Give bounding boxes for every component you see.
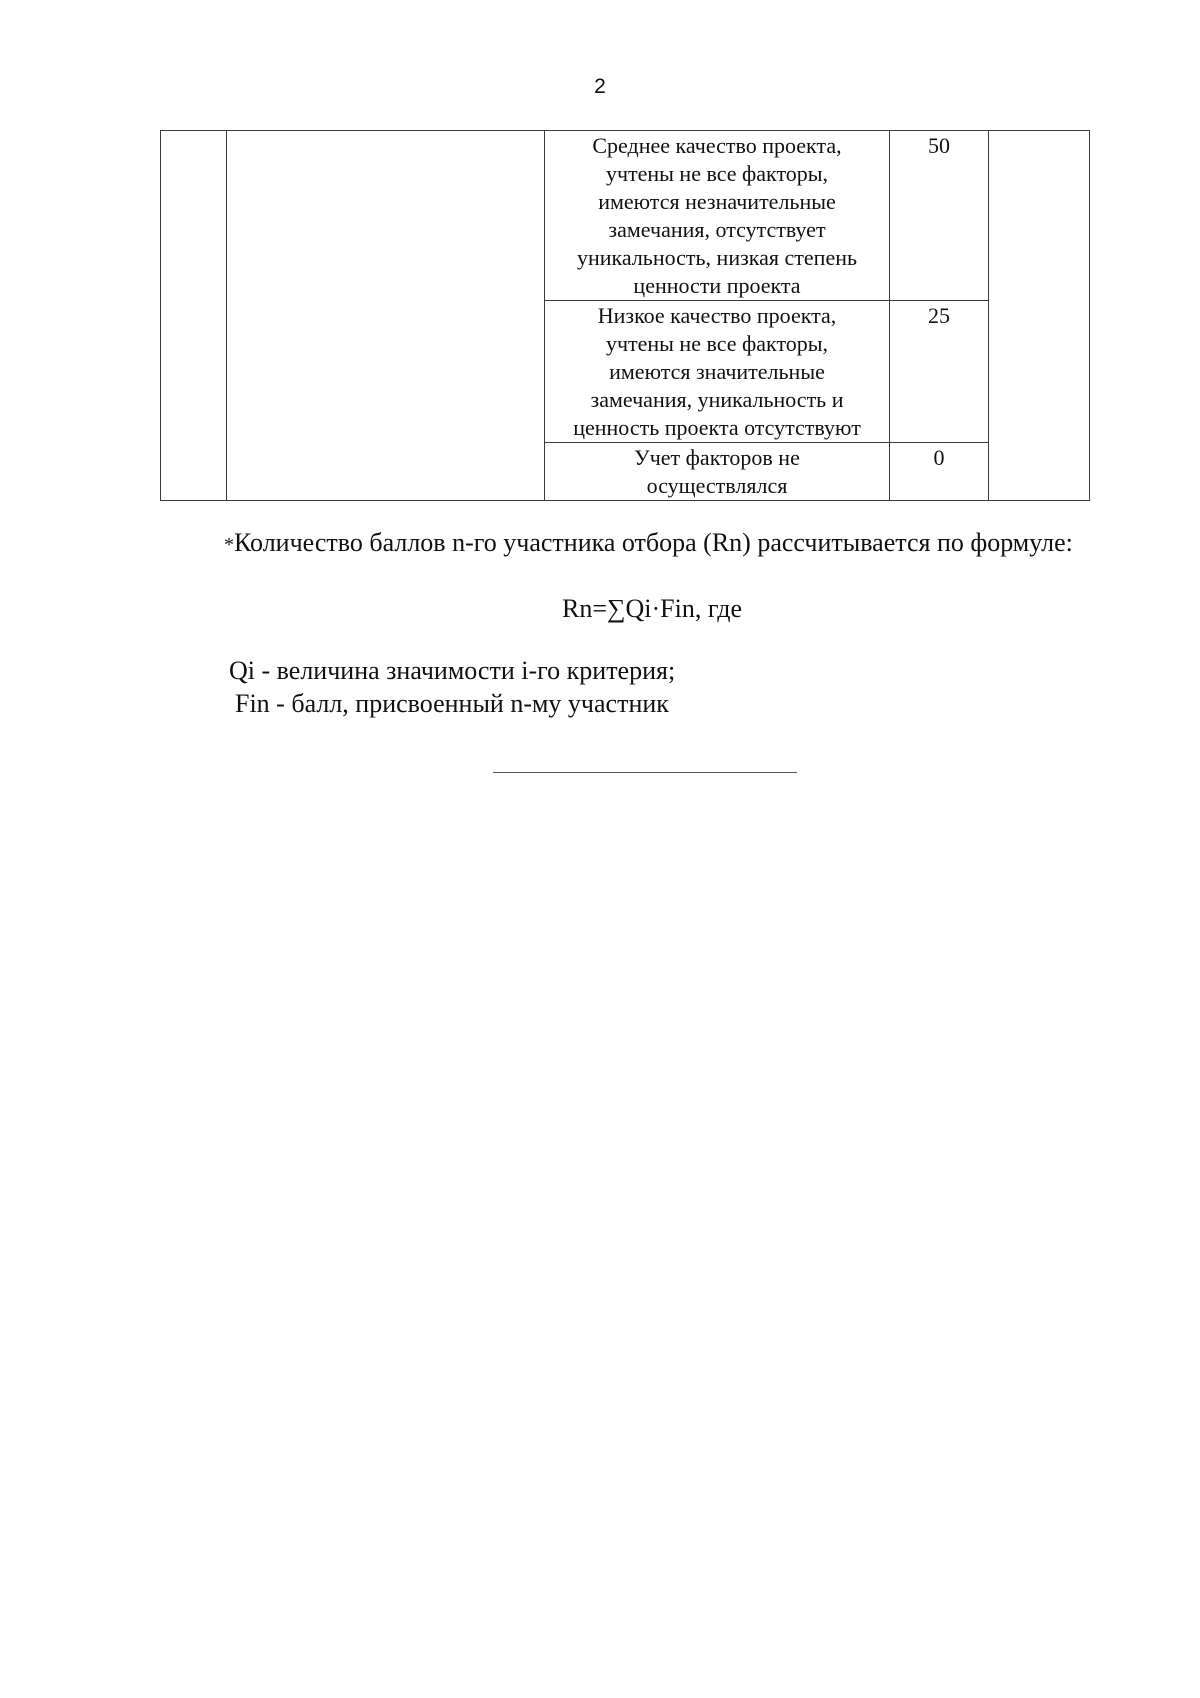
number-cell — [161, 131, 227, 501]
score-cell — [890, 301, 989, 443]
footnote-text: Количество баллов n-го участника отбора (Rn) рассчитывается по формуле: — [234, 528, 1073, 557]
description-line: учтены не все факторы, — [605, 331, 829, 356]
score-cell — [890, 131, 989, 301]
score-value: 0 — [933, 445, 945, 470]
definition-qi: Qi - величина значимости i-го критерия; — [229, 656, 676, 685]
description-cell — [545, 443, 890, 501]
table-row — [161, 131, 1090, 301]
description-line: Учет факторов не — [634, 445, 800, 470]
score-cell — [890, 443, 989, 501]
score-value: 25 — [928, 303, 950, 328]
formula: Rn=∑Qi·Fin, где — [561, 594, 743, 623]
description-line: учтены не все факторы, — [605, 161, 829, 186]
score-value: 50 — [928, 133, 950, 158]
description-line: Среднее качество проекта, — [592, 133, 842, 158]
description-cell — [545, 131, 890, 301]
description-line: уникальность, низкая степень — [576, 245, 858, 270]
description-line: имеются незначительные — [598, 189, 836, 214]
criterion-cell — [227, 131, 545, 501]
description-line: замечания, уникальность и — [590, 387, 844, 412]
description-line: замечания, отсутствует — [608, 217, 826, 242]
description-line: Низкое качество проекта, — [597, 303, 837, 328]
description-line: осуществлялся — [646, 473, 788, 498]
description-line: ценность проекта отсутствуют — [573, 415, 861, 440]
end-divider — [493, 772, 797, 773]
description-line: ценности проекта — [633, 273, 801, 298]
page-number: 2 — [594, 75, 606, 98]
description-cell — [545, 301, 890, 443]
footnote-paragraph — [172, 528, 1116, 560]
definition-fin: Fin - балл, присвоенный n-му участник — [235, 689, 669, 718]
description-line: имеются значительные — [609, 359, 825, 384]
footnote-asterisk: * — [224, 534, 234, 556]
weight-cell — [989, 131, 1090, 501]
criteria-table — [160, 130, 1090, 501]
